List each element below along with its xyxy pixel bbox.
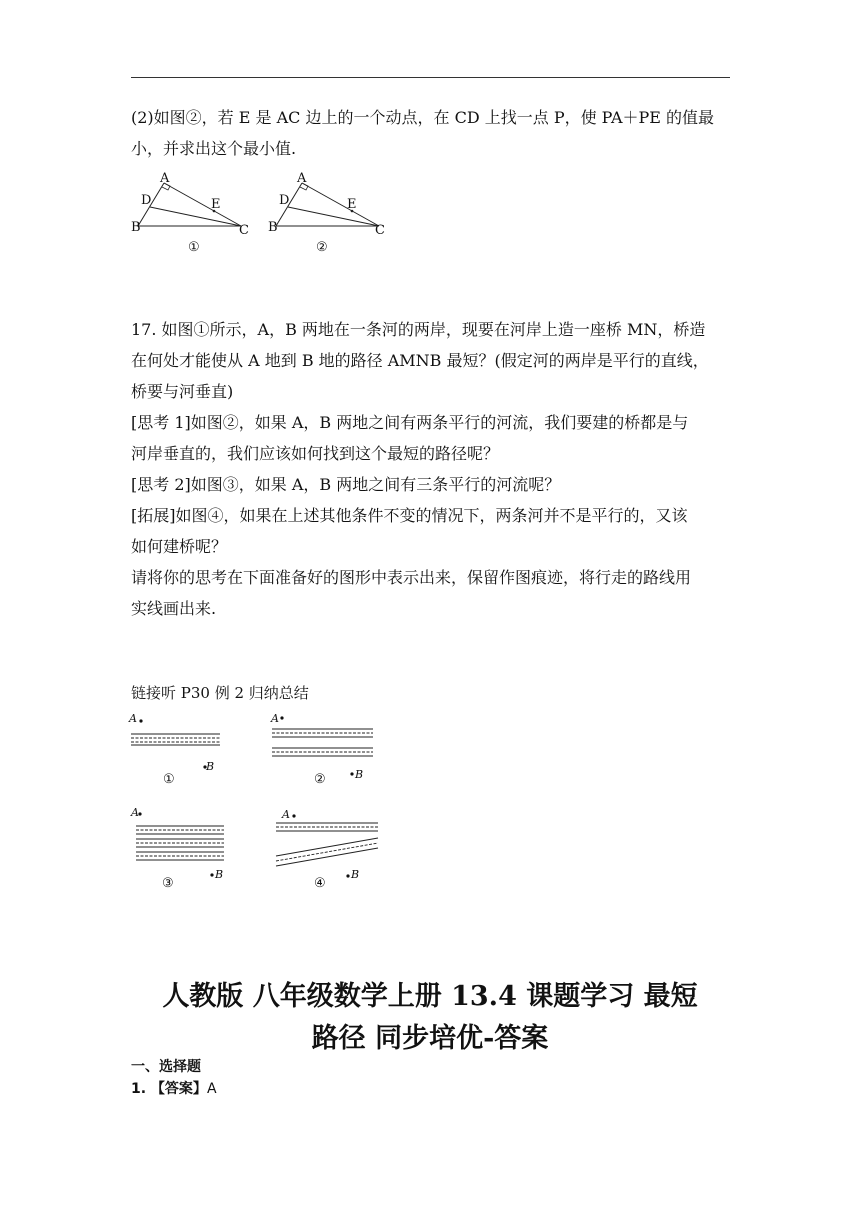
river3-caption: ③ <box>162 876 174 891</box>
river4-label-a: A <box>282 808 290 821</box>
fig2-label-a: A <box>297 171 307 186</box>
fig1-label-c: C <box>239 223 249 238</box>
fig1-label-d: D <box>141 193 152 208</box>
river-figure-1 <box>125 712 235 792</box>
river1-label-a: A <box>129 712 137 725</box>
river2-caption: ② <box>314 772 326 787</box>
answer-1-value: A <box>206 1081 217 1097</box>
fig1-label-b: B <box>131 220 141 235</box>
fig1-label-e: E <box>211 197 221 212</box>
river4-caption: ④ <box>314 876 326 891</box>
river3-label-a: A <box>131 806 139 819</box>
section-heading-choice: 一、选择题 <box>131 1059 201 1075</box>
river1-label-b: B <box>206 760 215 773</box>
answer-1 <box>131 1078 217 1098</box>
fig2-label-b: B <box>268 220 278 235</box>
river2-label-b: B <box>355 768 364 781</box>
q17-link: 链接听 P30 例 2 归纳总结 <box>131 684 309 702</box>
fig2-label-e: E <box>347 197 357 212</box>
fig2-caption: ② <box>316 240 328 255</box>
fig2-label-d: D <box>279 193 290 208</box>
fig2-label-c: C <box>375 223 385 238</box>
river2-label-a: A <box>271 712 279 725</box>
river4-label-b: B <box>351 868 360 881</box>
answer-1-label: 1. 【答案】 <box>131 1081 207 1097</box>
triangle-figure-2 <box>266 172 396 260</box>
fig1-label-a: A <box>160 171 170 186</box>
river1-caption: ① <box>163 772 175 787</box>
header-rule <box>131 77 730 78</box>
fig1-caption: ① <box>188 240 200 255</box>
river3-label-b: B <box>215 868 224 881</box>
q17-text: 17. 如图①所示，A，B 两地在一条河的两岸，现要在河岸上造一座桥 MN，桥造 在何处才能使从 A 地到 B 地的路径 AMNB 最短？(假定河的两岸是平行的直线， 桥要与河垂直) [思考 1]如图②，如果 A，B 两地之间有两条平行的河流，我们要建的桥都是与 河岸垂直的，我们应该如何找到这个最短的路径呢？ [思考 2]如图③，如果 A，B 两地之间有三条平行的河流呢？ [拓展]如图④，如果在上述其他条件不变的情况下，两条河并不是平行的，又该 如何建桥呢？ 请将你的思考在下面准备好的图形中表示出来，保留作图痕迹，将行走的路线用 实线画出来. <box>131 320 709 618</box>
answer-title: 人教版 八年级数学上册 13.4 课题学习 最短 路径 同步培优-答案 <box>162 981 698 1054</box>
q16-part2-text: (2)如图②，若 E 是 AC 边上的一个动点，在 CD 上找一点 P，使 PA＋PE 的值最 小，并求出这个最小值. <box>131 108 715 158</box>
